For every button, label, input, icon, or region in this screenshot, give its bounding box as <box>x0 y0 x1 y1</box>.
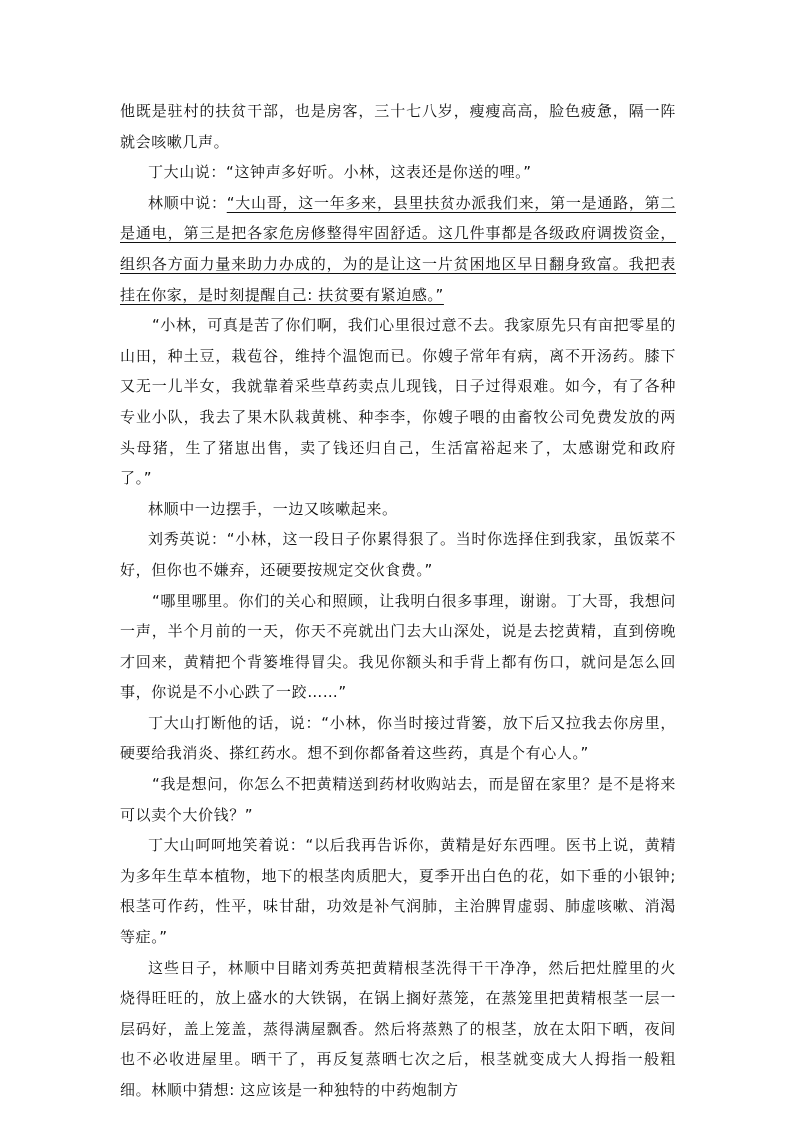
underlined-speech: “大山哥，这一年多来，县里扶贫办派我们来，第一是通路，第二是通电，第三是把各家危房修整得牢固舒适。这几件事都是各级政府调拨资金，组织各方面力量来助力办成的，为的是让这一片贫困地区早日翻身致富。我把表挂在你家，是时刻提醒自己: 扶贫要有紧迫感。” <box>120 193 676 304</box>
paragraph-2: 丁大山说：“这钟声多好听。小林，这表还是你送的哩。” <box>148 163 532 182</box>
paragraph-3 <box>120 188 676 310</box>
paragraph-7: “哪里哪里。你们的关心和照顾，让我明白很多事理，谢谢。丁大哥，我想问一声，半个月前的一天，你天不亮就出门去大山深处，说是去挖黄精，直到傍晚才回来，黄精把个背篓堆得冒尖。我见你额头和手背上都有伤口，就问是怎么回事，你说是不小心跌了一跤……” <box>120 591 676 702</box>
paragraph-10: 丁大山呵呵地笑着说：“以后我再告诉你，黄精是好东西哩。医书上说，黄精为多年生草本植物，地下的根茎肉质肥大，夏季开出白色的花，如下垂的小银钟; 根茎可作药，性平，味甘甜，功效是补气润肺，主治脾胃虚弱、肺虚咳嗽、消渴等症。” <box>120 836 676 947</box>
paragraph-1: 他既是驻村的扶贫干部，也是房客，三十七八岁，瘦瘦高高，脸色疲惫，隔一阵就会咳嗽几声。 <box>120 102 676 151</box>
paragraph-9: “我是想问，你怎么不把黄精送到药材收购站去，而是留在家里？是不是将来可以卖个大价钱？” <box>120 775 676 824</box>
paragraph-11: 这些日子，林顺中目睹刘秀英把黄精根茎洗得干干净净，然后把灶膛里的火烧得旺旺的，放上盛水的大铁锅，在锅上搁好蒸笼，在蒸笼里把黄精根茎一层一层码好，盖上笼盖，蒸得满屋飘香。然后将蒸熟了的根茎，放在太阳下晒，夜间也不必收进屋里。晒干了，再反复蒸晒七次之后，根茎就变成大人拇指一般粗细。林顺中猜想: 这应该是一种独特的中药炮制方 <box>120 958 676 1099</box>
paragraph-6: 刘秀英说：“小林，这一段日子你累得狠了。当时你选择住到我家，虽饭菜不好，但你也不嫌弃，还硬要按规定交伙食费。” <box>120 530 676 579</box>
paragraph-8: 丁大山打断他的话，说：“小林，你当时接过背篓，放下后又拉我去你房里，硬要给我消炎、搽红药水。想不到你都备着这些药，真是个有心人。” <box>120 713 676 763</box>
speaker-label: 林顺中说： <box>148 193 227 212</box>
paragraph-5: 林顺中一边摆手，一边又咳嗽起来。 <box>148 499 398 518</box>
paragraph-4: “小林，可真是苦了你们啊，我们心里很过意不去。我家原先只有亩把零星的山田，种土豆，栽苞谷，维持个温饱而已。你嫂子常年有病，离不开汤药。膝下又无一儿半女，我就靠着采些草药卖点儿现钱，日子过得艰难。如今，有了各种专业小队，我去了果木队栽黄桃、种李李，你嫂子喂的由畜牧公司免费发放的两头母猪，生了猪崽出售，卖了钱还归自己，生活富裕起来了，太感谢党和政府了。” <box>120 316 676 488</box>
